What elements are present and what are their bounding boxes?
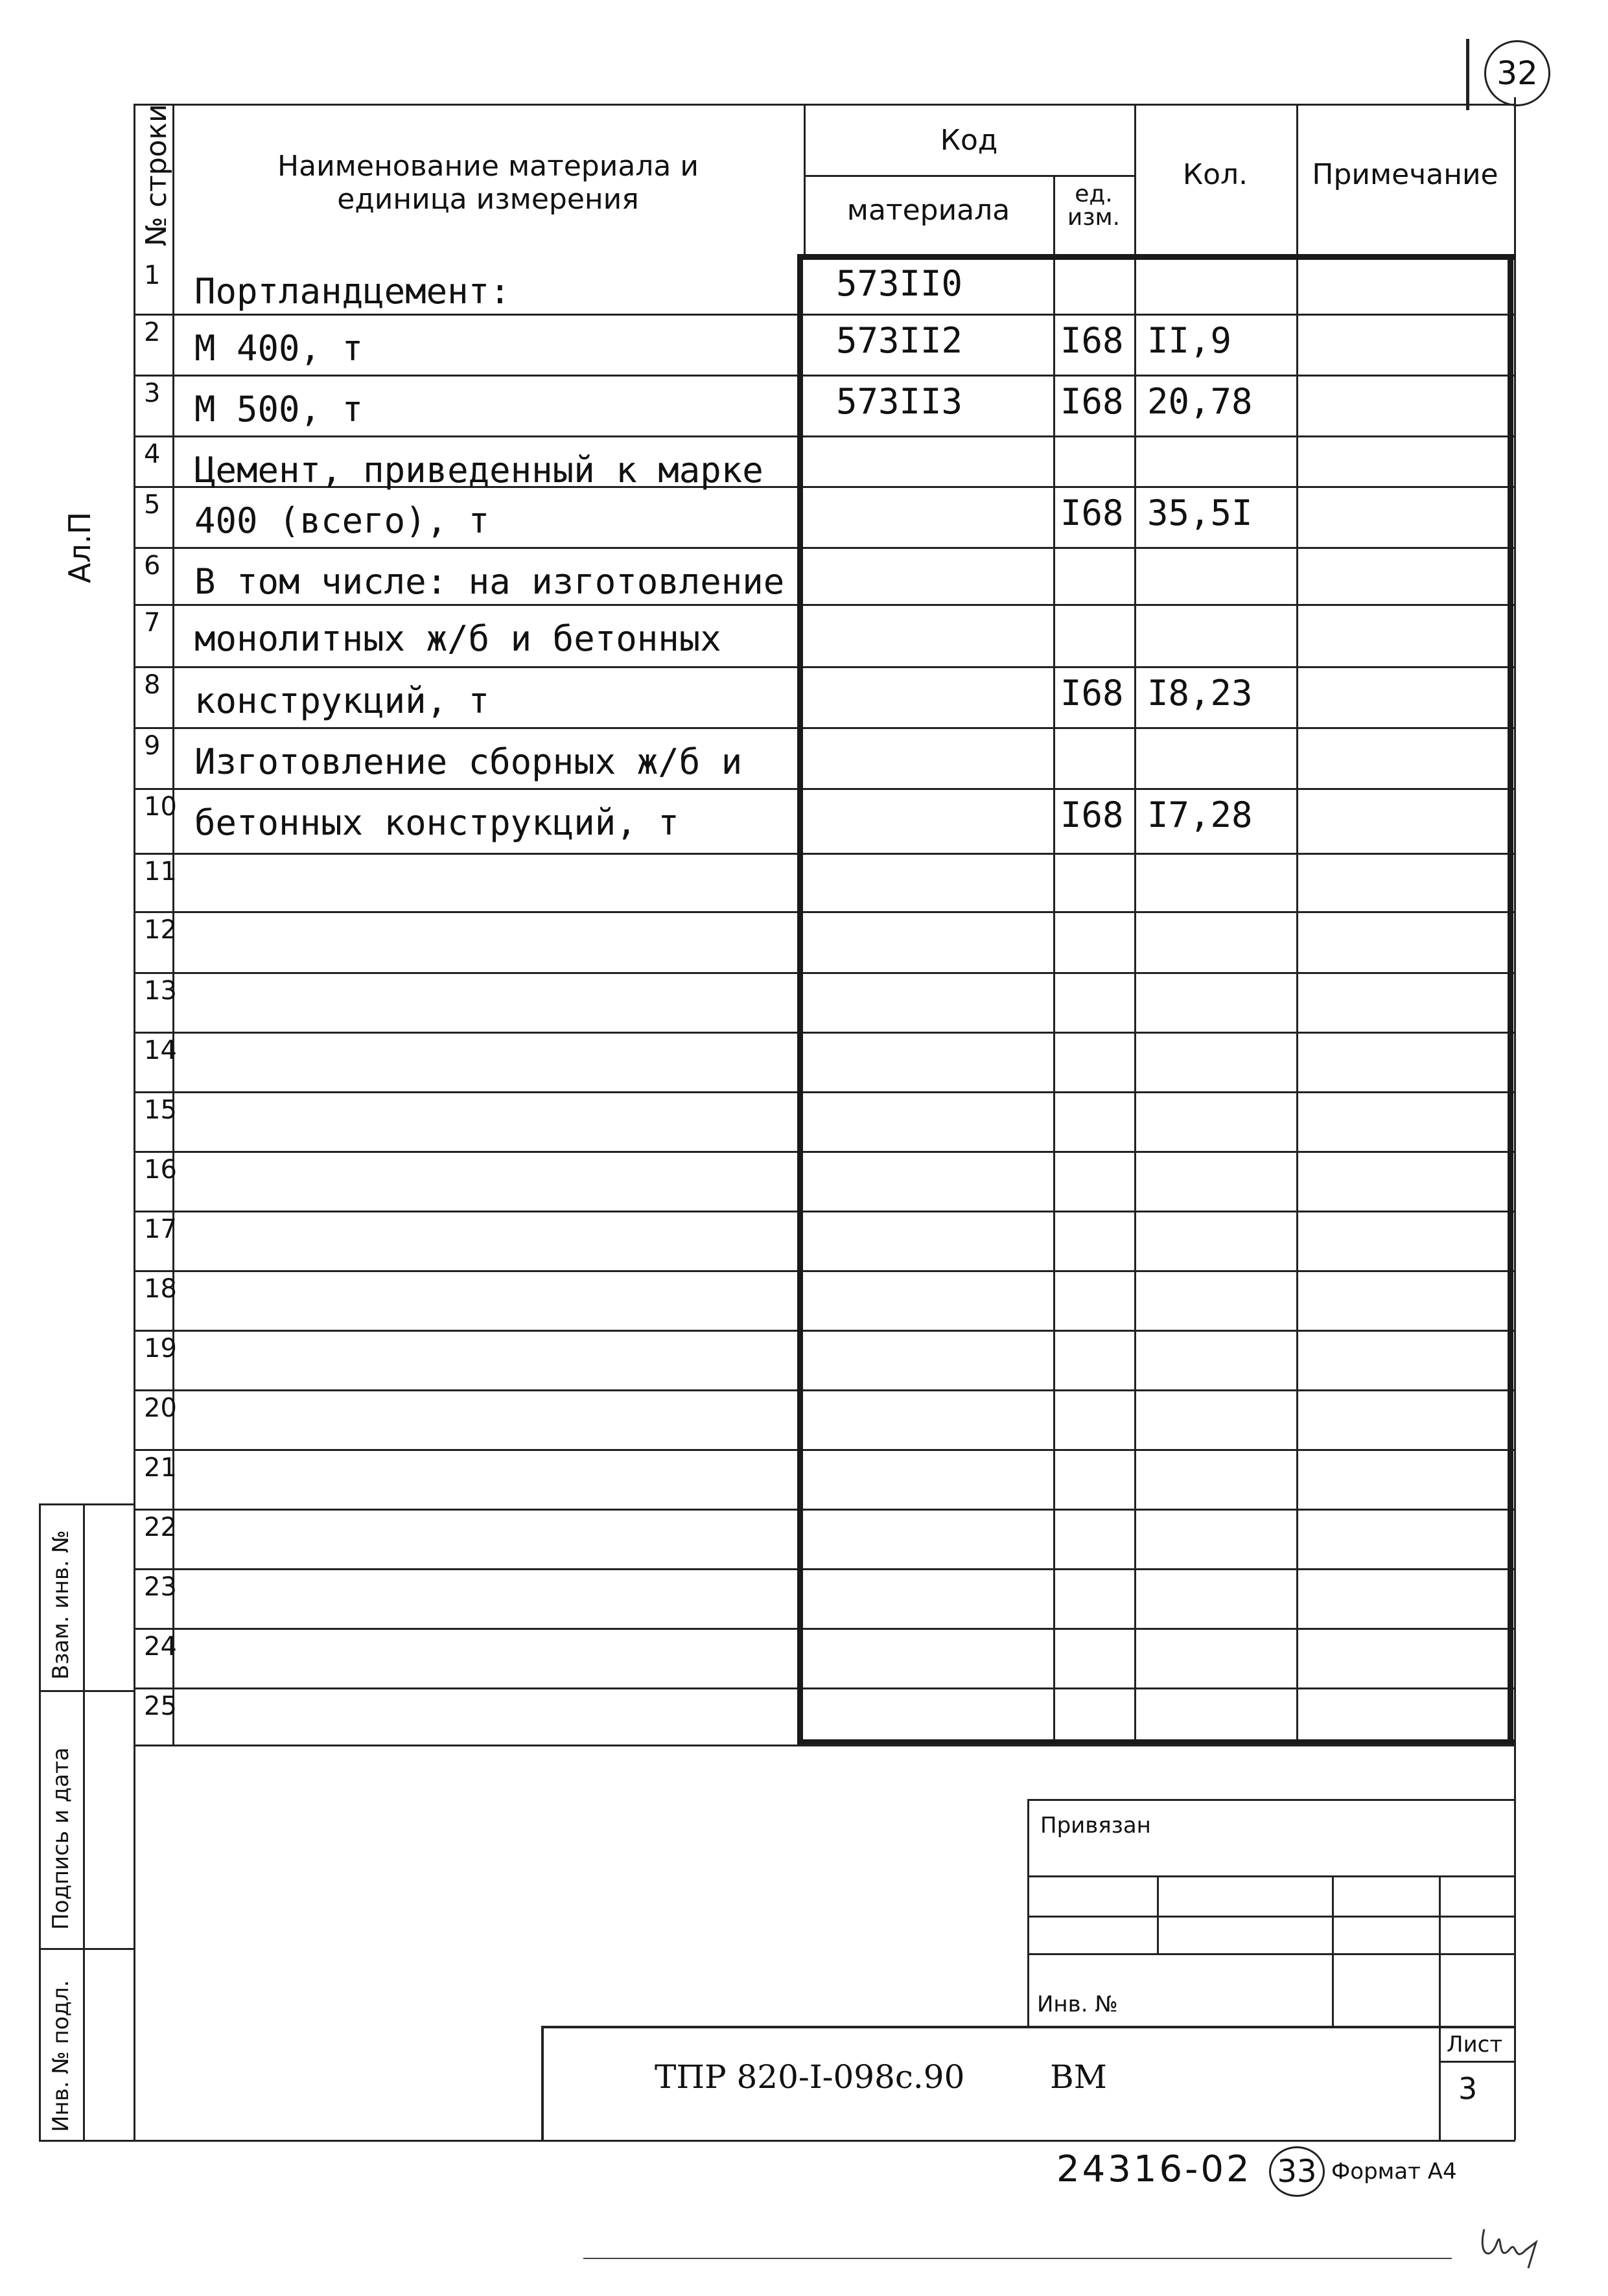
row-number: 6 [144,551,161,581]
quantity: I7,28 [1147,794,1253,835]
stamp-line-1 [39,1690,134,1692]
quantity: II,9 [1147,320,1232,361]
unit-code: I68 [1060,381,1124,422]
footer-format: Формат А4 [1331,2159,1457,2185]
row-number: 18 [144,1274,177,1304]
row-number: 11 [144,857,177,887]
page-number-circle [1484,40,1550,106]
row-number: 19 [144,1334,177,1363]
row-separator [134,375,1514,377]
stamp-divider [83,1503,85,2140]
material-name: М 500, т [194,389,364,430]
material-name: Портландцемент: [194,271,511,312]
stamp-line-2 [39,1948,134,1950]
frame-left [134,104,135,2140]
page-number: 32 [1497,54,1538,92]
material-name: бетонных конструкций, т [194,802,679,843]
data-zone-right [1508,254,1513,1745]
row-separator [134,314,1514,316]
row-separator [134,547,1514,549]
data-zone-left [797,254,803,1745]
row-number: 10 [144,792,177,822]
row-number: 1 [144,261,161,290]
frame-top [134,104,1514,106]
row-number: 13 [144,976,177,1006]
stamp-inv-orig: Инв. № подл. [48,1980,74,2132]
data-zone-top [797,254,1515,260]
material-code: 573II3 [836,381,963,422]
tb-col-1 [1157,1875,1159,1953]
row-separator [134,1211,1514,1212]
row-separator [134,666,1514,668]
stamp-left [39,1503,41,2140]
row-separator [134,1270,1514,1272]
row-number: 15 [144,1095,177,1125]
row-number: 17 [144,1214,177,1244]
unit-code: I68 [1060,320,1124,361]
tb-bound: Привязан [1040,1813,1151,1838]
tb-main-top [541,2026,1514,2028]
tb-doc-code: ТПР 820-I-098с.90 [655,2058,965,2096]
col-divider-qty [1134,257,1136,1745]
material-name: М 400, т [194,328,364,369]
row-number: 21 [144,1453,177,1483]
stamp-inv-sub: Взам. инв. № [48,1530,74,1680]
row-separator [134,1091,1514,1093]
row-number: 16 [144,1155,177,1185]
material-name: В том числе: на изготовление [194,561,785,602]
tb-col-2 [1332,1875,1334,2026]
frame-bottom [39,2140,1515,2142]
tb-doc-mark: ВМ [1050,2058,1107,2096]
unit-code: I68 [1060,794,1124,835]
row-separator [134,911,1514,913]
footer-rule [583,2258,1452,2259]
code-subheader-line [804,175,1134,177]
col-divider-note [1296,257,1298,1745]
row-number: 22 [144,1513,177,1542]
row-number: 2 [144,318,161,347]
row-separator [134,1687,1514,1689]
material-name: 400 (всего), т [194,500,490,541]
row-separator [134,1568,1514,1570]
quantity: 20,78 [1147,381,1253,422]
row-number: 3 [144,378,161,408]
row-separator [134,727,1514,729]
tb-sheet-line [1439,2061,1514,2063]
stamp-top [39,1503,134,1505]
tb-left [1027,1799,1029,2026]
tb-sheet-label: Лист [1447,2032,1503,2058]
unit-code: I68 [1060,673,1124,713]
header-note: Примечание [1312,158,1498,191]
row-separator [134,1032,1514,1034]
material-name: Изготовление сборных ж/б и [194,741,743,782]
row-separator [134,1509,1514,1511]
row-number: 7 [144,608,161,638]
row-separator [134,788,1514,790]
row-number: 4 [144,439,161,469]
header-material: материала [846,194,1010,227]
row-number: 20 [144,1393,177,1423]
header-row-no: № строки [140,104,173,246]
tb-top [1027,1799,1514,1801]
row-separator [134,1628,1514,1630]
row-separator [134,853,1514,855]
table-bottom [134,1745,1514,1746]
quantity: I8,23 [1147,673,1253,713]
col-divider-unit [1053,257,1055,1745]
row-number: 14 [144,1036,177,1065]
header-unit: ед. изм. [1067,181,1121,231]
unit-code: I68 [1060,493,1124,533]
quantity: 35,5I [1147,493,1253,533]
signature-mark [1471,2203,1556,2275]
tb-line-2 [1027,1916,1514,1918]
row-separator [134,1389,1514,1391]
row-separator [134,972,1514,974]
tb-inv-no: Инв. № [1037,1991,1118,2017]
row-separator [134,1151,1514,1153]
material-code: 573II2 [836,320,963,361]
row-separator [134,1449,1514,1451]
row-separator [134,604,1514,606]
row-separator [134,1330,1514,1332]
tb-sheet-no: 3 [1458,2071,1478,2106]
row-number: 25 [144,1691,177,1721]
row-separator [134,435,1514,437]
frame-right [1514,97,1516,2140]
row-number: 5 [144,490,161,520]
material-name: Цемент, приведенный к марке [194,450,763,491]
tb-line-3 [1027,1953,1514,1955]
row-number: 9 [144,731,161,761]
tb-main-left [541,2026,544,2140]
header-name: Наименование материала и единица измерения [277,150,699,216]
row-number: 23 [144,1572,177,1602]
tb-line-1 [1027,1875,1514,1877]
stamp-sign-date: Подпись и дата [48,1747,74,1930]
top-tick [1466,39,1469,110]
material-name: монолитных ж/б и бетонных [194,618,721,659]
row-number: 12 [144,915,177,945]
footer-circled-no [1269,2146,1325,2197]
margin-note: Ал.П [62,511,97,583]
row-number: 24 [144,1632,177,1662]
header-code: Код [940,124,998,157]
row-number: 8 [144,670,161,700]
material-code: 573II0 [836,263,963,304]
footer-archive-no: 24316-02 [1056,2148,1252,2190]
footer-circled-no-text: 33 [1277,2153,1317,2190]
material-name: конструкций, т [194,680,490,721]
header-qty: Кол. [1182,158,1248,191]
tb-col-3 [1439,1875,1441,2140]
